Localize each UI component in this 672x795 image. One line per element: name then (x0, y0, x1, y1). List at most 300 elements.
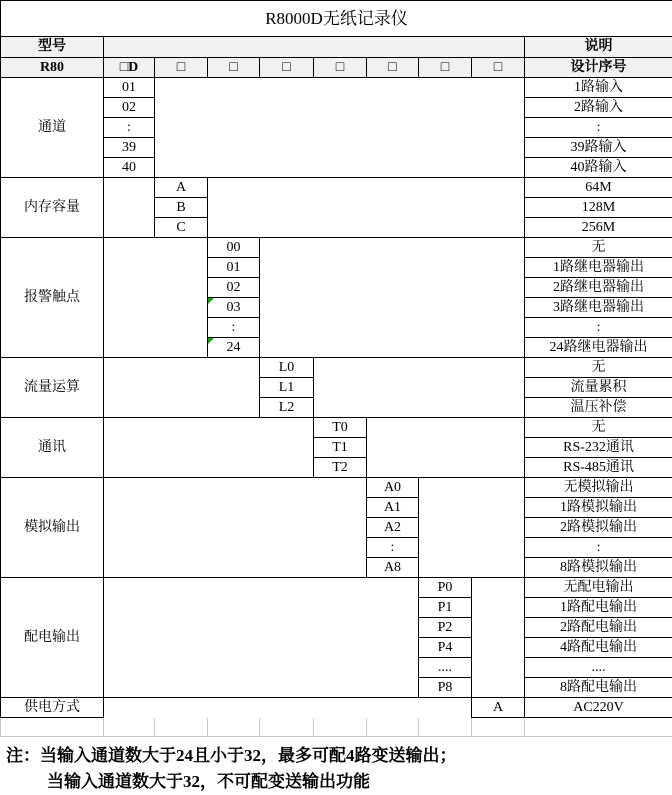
code-box-placeholder: □ (367, 58, 419, 78)
option-code-cell: 02 (104, 98, 155, 118)
empty-cell (314, 178, 367, 198)
spec-row (1, 418, 672, 438)
option-description-cell: 1路配电输出 (525, 598, 672, 618)
header-middle-cell (104, 37, 525, 58)
option-description-cell: 无 (525, 418, 672, 438)
empty-cell (104, 478, 155, 498)
empty-cell (367, 118, 419, 138)
option-code-cell: B (155, 198, 208, 218)
option-description-cell: 1路继电器输出 (525, 258, 672, 278)
option-description-cell: 无 (525, 238, 672, 258)
empty-cell (260, 618, 314, 638)
option-description-cell: 3路继电器输出 (525, 298, 672, 318)
empty-cell (208, 218, 260, 238)
empty-cell (155, 118, 208, 138)
option-description-cell: 8路模拟输出 (525, 558, 672, 578)
empty-cell (260, 78, 314, 98)
empty-cell (472, 658, 525, 678)
empty-cell (260, 498, 314, 518)
empty-cell (314, 158, 367, 178)
empty-cell (367, 598, 419, 618)
empty-cell (419, 138, 472, 158)
empty-cell (155, 418, 208, 438)
empty-cell (367, 258, 419, 278)
empty-cell (472, 438, 525, 458)
empty-cell (104, 418, 155, 438)
spec-row (1, 478, 672, 498)
option-description-cell: : (525, 118, 672, 138)
option-code-cell: T2 (314, 458, 367, 478)
empty-cell (314, 238, 367, 258)
option-code-cell: 03 (208, 298, 260, 318)
empty-cell (419, 338, 472, 358)
option-code-cell: A (472, 698, 525, 718)
empty-cell (104, 638, 155, 658)
empty-cell (260, 558, 314, 578)
option-code-cell: 01 (208, 258, 260, 278)
spacer-cell (1, 718, 104, 737)
empty-cell (260, 458, 314, 478)
empty-cell (367, 198, 419, 218)
empty-cell (155, 698, 208, 718)
empty-cell (472, 198, 525, 218)
option-code-cell: C (155, 218, 208, 238)
option-description-cell: 温压补偿 (525, 398, 672, 418)
empty-cell (208, 438, 260, 458)
code-box-placeholder: □ (155, 58, 208, 78)
option-code-cell: : (208, 318, 260, 338)
empty-cell (260, 438, 314, 458)
option-description-cell: 128M (525, 198, 672, 218)
empty-cell (472, 518, 525, 538)
empty-cell (314, 298, 367, 318)
empty-cell (314, 698, 367, 718)
section-label: 配电输出 (1, 578, 104, 698)
option-description-cell: 1路输入 (525, 78, 672, 98)
empty-cell (314, 538, 367, 558)
empty-cell (472, 378, 525, 398)
empty-cell (472, 318, 525, 338)
option-description-cell: 无模拟输出 (525, 478, 672, 498)
option-description-cell: RS-485通讯 (525, 458, 672, 478)
empty-cell (419, 478, 472, 498)
section-label: 通讯 (1, 418, 104, 478)
code-box-placeholder: □ (419, 58, 472, 78)
green-corner-marker-icon (208, 338, 214, 344)
empty-cell (260, 278, 314, 298)
empty-cell (260, 298, 314, 318)
spacer-cell (472, 718, 525, 737)
empty-cell (472, 218, 525, 238)
empty-cell (314, 378, 367, 398)
empty-cell (208, 398, 260, 418)
empty-cell (155, 598, 208, 618)
empty-cell (367, 438, 419, 458)
empty-cell (419, 78, 472, 98)
empty-cell (472, 598, 525, 618)
empty-cell (472, 478, 525, 498)
spacer-cell (155, 718, 208, 737)
empty-cell (367, 618, 419, 638)
empty-cell (155, 398, 208, 418)
empty-cell (155, 378, 208, 398)
empty-cell (472, 618, 525, 638)
option-description-cell: 无 (525, 358, 672, 378)
empty-cell (472, 238, 525, 258)
empty-cell (472, 118, 525, 138)
empty-cell (367, 678, 419, 698)
empty-cell (367, 698, 419, 718)
empty-cell (260, 698, 314, 718)
empty-cell (419, 278, 472, 298)
empty-cell (260, 578, 314, 598)
empty-cell (367, 78, 419, 98)
empty-cell (367, 338, 419, 358)
empty-cell (155, 278, 208, 298)
empty-cell (104, 658, 155, 678)
empty-cell (155, 458, 208, 478)
empty-cell (367, 218, 419, 238)
empty-cell (260, 138, 314, 158)
option-code-cell: P1 (419, 598, 472, 618)
spacer-row (1, 718, 672, 737)
option-code-cell: A (155, 178, 208, 198)
empty-cell (314, 578, 367, 598)
empty-cell (472, 178, 525, 198)
empty-cell (155, 618, 208, 638)
empty-cell (260, 418, 314, 438)
empty-cell (419, 118, 472, 138)
empty-cell (208, 178, 260, 198)
empty-cell (419, 198, 472, 218)
page-title: R8000D无纸记录仪 (1, 1, 672, 37)
empty-cell (155, 78, 208, 98)
empty-cell (104, 558, 155, 578)
empty-cell (208, 678, 260, 698)
option-code-cell: T0 (314, 418, 367, 438)
option-description-cell: 2路继电器输出 (525, 278, 672, 298)
spec-row (1, 238, 672, 258)
empty-cell (155, 658, 208, 678)
spacer-cell (104, 718, 155, 737)
empty-cell (472, 258, 525, 278)
empty-cell (472, 278, 525, 298)
empty-cell (314, 618, 367, 638)
spec-row (1, 78, 672, 98)
empty-cell (419, 458, 472, 478)
option-code-cell: A8 (367, 558, 419, 578)
section-label: 供电方式 (1, 698, 104, 718)
option-code-cell: A0 (367, 478, 419, 498)
code-box-placeholder: □ (314, 58, 367, 78)
empty-cell (155, 238, 208, 258)
spacer-cell (208, 718, 260, 737)
empty-cell (367, 638, 419, 658)
empty-cell (155, 558, 208, 578)
option-code-cell: 40 (104, 158, 155, 178)
empty-cell (472, 638, 525, 658)
option-code-cell: 24 (208, 338, 260, 358)
empty-cell (208, 518, 260, 538)
empty-cell (155, 358, 208, 378)
empty-cell (314, 218, 367, 238)
title-row (1, 1, 672, 37)
empty-cell (260, 338, 314, 358)
option-description-cell: 8路配电输出 (525, 678, 672, 698)
empty-cell (367, 578, 419, 598)
option-description-cell: RS-232通讯 (525, 438, 672, 458)
empty-cell (472, 418, 525, 438)
empty-cell (314, 278, 367, 298)
empty-cell (155, 518, 208, 538)
empty-cell (314, 358, 367, 378)
empty-cell (104, 578, 155, 598)
section-label: 模拟输出 (1, 478, 104, 578)
empty-cell (367, 398, 419, 418)
empty-cell (367, 378, 419, 398)
empty-cell (208, 538, 260, 558)
empty-cell (208, 78, 260, 98)
empty-cell (260, 678, 314, 698)
empty-cell (208, 598, 260, 618)
empty-cell (260, 218, 314, 238)
empty-cell (104, 238, 155, 258)
empty-cell (472, 538, 525, 558)
empty-cell (367, 418, 419, 438)
design-serial-header: 设计序号 (525, 58, 672, 78)
empty-cell (104, 678, 155, 698)
empty-cell (314, 318, 367, 338)
empty-cell (419, 318, 472, 338)
option-code-cell: 00 (208, 238, 260, 258)
footnote-line-2: 当输入通道数大于32，不可配变送输出功能 (47, 769, 668, 795)
option-description-cell: 2路输入 (525, 98, 672, 118)
green-corner-marker-icon (208, 298, 214, 304)
empty-cell (367, 98, 419, 118)
header-row-labels (1, 37, 672, 58)
option-description-cell: 4路配电输出 (525, 638, 672, 658)
empty-cell (155, 258, 208, 278)
empty-cell (208, 358, 260, 378)
spacer-cell (367, 718, 419, 737)
empty-cell (419, 358, 472, 378)
option-description-cell: 流量累积 (525, 378, 672, 398)
empty-cell (155, 298, 208, 318)
empty-cell (208, 498, 260, 518)
option-description-cell: 256M (525, 218, 672, 238)
empty-cell (104, 398, 155, 418)
empty-cell (314, 258, 367, 278)
option-code-cell: : (104, 118, 155, 138)
empty-cell (208, 118, 260, 138)
empty-cell (367, 158, 419, 178)
empty-cell (208, 98, 260, 118)
empty-cell (472, 338, 525, 358)
spacer-cell (314, 718, 367, 737)
empty-cell (104, 438, 155, 458)
empty-cell (367, 238, 419, 258)
spacer-cell (260, 718, 314, 737)
empty-cell (314, 498, 367, 518)
empty-cell (155, 678, 208, 698)
option-description-cell: : (525, 318, 672, 338)
empty-cell (314, 118, 367, 138)
option-code-cell: P8 (419, 678, 472, 698)
empty-cell (208, 698, 260, 718)
empty-cell (314, 598, 367, 618)
option-code-cell: : (367, 538, 419, 558)
empty-cell (155, 478, 208, 498)
code-box-placeholder: □ (208, 58, 260, 78)
empty-cell (104, 358, 155, 378)
section-label: 流量运算 (1, 358, 104, 418)
option-description-cell: 2路模拟输出 (525, 518, 672, 538)
empty-cell (472, 398, 525, 418)
empty-cell (155, 338, 208, 358)
footnotes (0, 737, 672, 795)
empty-cell (472, 498, 525, 518)
empty-cell (260, 98, 314, 118)
empty-cell (260, 518, 314, 538)
option-code-cell: 01 (104, 78, 155, 98)
code-box-placeholder: □D (104, 58, 155, 78)
empty-cell (104, 318, 155, 338)
empty-cell (367, 178, 419, 198)
empty-cell (419, 238, 472, 258)
code-box-placeholder: □ (260, 58, 314, 78)
option-code-cell: L0 (260, 358, 314, 378)
empty-cell (208, 638, 260, 658)
empty-cell (472, 358, 525, 378)
option-description-cell: 40路输入 (525, 158, 672, 178)
option-description-cell: AC220V (525, 698, 672, 718)
option-code-cell: L2 (260, 398, 314, 418)
empty-cell (208, 658, 260, 678)
empty-cell (314, 518, 367, 538)
empty-cell (260, 238, 314, 258)
code-box-placeholder: □ (472, 58, 525, 78)
empty-cell (208, 138, 260, 158)
spec-row (1, 178, 672, 198)
empty-cell (208, 198, 260, 218)
option-code-cell: A2 (367, 518, 419, 538)
empty-cell (472, 138, 525, 158)
empty-cell (104, 598, 155, 618)
option-code-cell: P0 (419, 578, 472, 598)
empty-cell (260, 158, 314, 178)
empty-cell (260, 538, 314, 558)
empty-cell (104, 218, 155, 238)
empty-cell (104, 518, 155, 538)
empty-cell (367, 138, 419, 158)
section-label: 内存容量 (1, 178, 104, 238)
empty-cell (419, 538, 472, 558)
model-header: 型号 (1, 37, 104, 58)
model-prefix: R80 (1, 58, 104, 78)
empty-cell (260, 118, 314, 138)
empty-cell (314, 98, 367, 118)
empty-cell (155, 438, 208, 458)
option-description-cell: : (525, 538, 672, 558)
empty-cell (472, 678, 525, 698)
option-description-cell: 64M (525, 178, 672, 198)
empty-cell (419, 698, 472, 718)
empty-cell (104, 298, 155, 318)
empty-cell (155, 498, 208, 518)
empty-cell (260, 318, 314, 338)
empty-cell (260, 478, 314, 498)
option-code-cell: T1 (314, 438, 367, 458)
empty-cell (419, 218, 472, 238)
empty-cell (260, 638, 314, 658)
option-code-cell: 39 (104, 138, 155, 158)
empty-cell (208, 458, 260, 478)
empty-cell (104, 618, 155, 638)
empty-cell (208, 158, 260, 178)
empty-cell (314, 78, 367, 98)
option-code-cell: P4 (419, 638, 472, 658)
empty-cell (419, 258, 472, 278)
header-row-codes (1, 58, 672, 78)
empty-cell (260, 198, 314, 218)
empty-cell (419, 498, 472, 518)
empty-cell (155, 138, 208, 158)
empty-cell (104, 538, 155, 558)
option-code-cell: .... (419, 658, 472, 678)
empty-cell (155, 318, 208, 338)
empty-cell (419, 398, 472, 418)
empty-cell (314, 478, 367, 498)
empty-cell (208, 578, 260, 598)
empty-cell (472, 78, 525, 98)
empty-cell (208, 378, 260, 398)
empty-cell (314, 558, 367, 578)
empty-cell (367, 658, 419, 678)
option-code-cell: P2 (419, 618, 472, 638)
empty-cell (419, 418, 472, 438)
option-description-cell: 无配电输出 (525, 578, 672, 598)
spec-row (1, 698, 672, 718)
empty-cell (260, 658, 314, 678)
empty-cell (367, 278, 419, 298)
empty-cell (419, 438, 472, 458)
empty-cell (260, 598, 314, 618)
spec-row (1, 358, 672, 378)
empty-cell (104, 178, 155, 198)
empty-cell (419, 98, 472, 118)
empty-cell (472, 98, 525, 118)
empty-cell (419, 518, 472, 538)
empty-cell (419, 378, 472, 398)
description-header: 说明 (525, 37, 672, 58)
option-description-cell: 24路继电器输出 (525, 338, 672, 358)
footnote-line-1: 注：当输入通道数大于24且小于32，最多可配4路变送输出； (6, 743, 668, 769)
option-description-cell: 1路模拟输出 (525, 498, 672, 518)
empty-cell (472, 578, 525, 598)
empty-cell (104, 378, 155, 398)
empty-cell (104, 498, 155, 518)
option-code-cell: L1 (260, 378, 314, 398)
empty-cell (314, 398, 367, 418)
empty-cell (367, 458, 419, 478)
empty-cell (104, 198, 155, 218)
empty-cell (104, 278, 155, 298)
empty-cell (419, 298, 472, 318)
empty-cell (367, 298, 419, 318)
empty-cell (155, 638, 208, 658)
empty-cell (208, 618, 260, 638)
empty-cell (104, 338, 155, 358)
